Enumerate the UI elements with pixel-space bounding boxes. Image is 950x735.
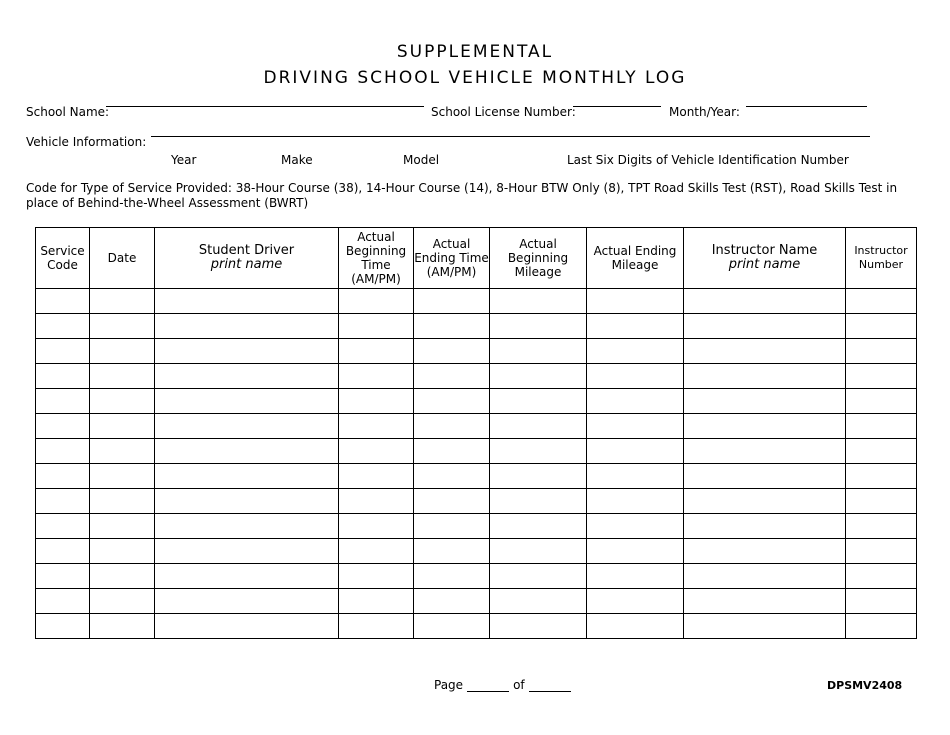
cell-student-driver[interactable] — [155, 514, 339, 539]
cell-service-code[interactable] — [36, 514, 90, 539]
school-name-label: School Name: — [26, 105, 110, 119]
cell-service-code[interactable] — [36, 614, 90, 639]
cell-student-driver[interactable] — [155, 589, 339, 614]
cell-instructor-name[interactable] — [684, 289, 846, 314]
cell-end-time[interactable] — [414, 314, 490, 339]
service-codes-legend: Code for Type of Service Provided: 38-Hour Course (38), 14-Hour Course (14), 8-Hour BTW Only (8), TPT Road Skills Test (RST), Road Skills Test in place of Behind-the-Wheel Assessment (BWRT) — [26, 181, 898, 210]
col-instructor-number-header: Instructor Number — [846, 228, 917, 289]
cell-service-code[interactable] — [36, 539, 90, 564]
cell-end-mileage[interactable] — [587, 289, 684, 314]
cell-end-time[interactable] — [414, 414, 490, 439]
cell-end-time[interactable] — [414, 464, 490, 489]
cell-service-code[interactable] — [36, 289, 90, 314]
cell-instructor-name[interactable] — [684, 314, 846, 339]
cell-student-driver[interactable] — [155, 289, 339, 314]
cell-service-code[interactable] — [36, 464, 90, 489]
cell-begin-time[interactable] — [339, 439, 414, 464]
cell-begin-mileage[interactable] — [490, 314, 587, 339]
vehicle-info-field[interactable] — [151, 136, 870, 137]
cell-begin-time[interactable] — [339, 464, 414, 489]
form-id: DPSMV2408 — [827, 679, 903, 692]
table-row — [36, 414, 917, 439]
table-row — [36, 614, 917, 639]
cell-end-time[interactable] — [414, 539, 490, 564]
cell-begin-time[interactable] — [339, 514, 414, 539]
cell-begin-mileage[interactable] — [490, 539, 587, 564]
col-begin-time-header: Actual Beginning Time (AM/PM) — [339, 228, 414, 289]
cell-student-driver[interactable] — [155, 389, 339, 414]
cell-student-driver[interactable] — [155, 414, 339, 439]
cell-date[interactable] — [90, 614, 155, 639]
cell-end-time[interactable] — [414, 364, 490, 389]
cell-instructor-number[interactable] — [846, 389, 917, 414]
cell-end-mileage[interactable] — [587, 314, 684, 339]
cell-student-driver[interactable] — [155, 339, 339, 364]
col-end-mileage-header: Actual Ending Mileage — [587, 228, 684, 289]
cell-instructor-number[interactable] — [846, 589, 917, 614]
vehicle-vin-sublabel: Last Six Digits of Vehicle Identification Number — [567, 153, 849, 167]
col-begin-mileage-header: Actual Beginning Mileage — [490, 228, 587, 289]
cell-student-driver[interactable] — [155, 614, 339, 639]
page-total-field[interactable] — [529, 679, 571, 692]
cell-instructor-name[interactable] — [684, 439, 846, 464]
cell-instructor-number[interactable] — [846, 614, 917, 639]
cell-begin-time[interactable] — [339, 589, 414, 614]
cell-end-mileage[interactable] — [587, 389, 684, 414]
col-instructor-name-header: Instructor Name print name — [684, 228, 846, 289]
table-row — [36, 514, 917, 539]
cell-begin-mileage[interactable] — [490, 339, 587, 364]
cell-end-mileage[interactable] — [587, 514, 684, 539]
vehicle-log-table — [35, 227, 917, 639]
cell-end-mileage[interactable] — [587, 564, 684, 589]
cell-instructor-number[interactable] — [846, 564, 917, 589]
cell-instructor-name[interactable] — [684, 489, 846, 514]
school-name-field[interactable] — [106, 106, 424, 107]
cell-end-mileage[interactable] — [587, 614, 684, 639]
cell-end-mileage[interactable] — [587, 589, 684, 614]
col-service-code-header: Service Code — [36, 228, 90, 289]
license-number-field[interactable] — [573, 106, 661, 107]
cell-instructor-number[interactable] — [846, 414, 917, 439]
month-year-label: Month/Year: — [669, 105, 740, 119]
cell-instructor-name[interactable] — [684, 464, 846, 489]
cell-student-driver[interactable] — [155, 364, 339, 389]
cell-begin-time[interactable] — [339, 614, 414, 639]
cell-service-code[interactable] — [36, 414, 90, 439]
table-row — [36, 389, 917, 414]
cell-end-mileage[interactable] — [587, 339, 684, 364]
cell-date[interactable] — [90, 489, 155, 514]
table-row — [36, 364, 917, 389]
cell-instructor-number[interactable] — [846, 514, 917, 539]
cell-begin-mileage[interactable] — [490, 389, 587, 414]
cell-begin-time[interactable] — [339, 564, 414, 589]
cell-instructor-number[interactable] — [846, 314, 917, 339]
cell-end-mileage[interactable] — [587, 439, 684, 464]
cell-date[interactable] — [90, 314, 155, 339]
cell-instructor-number[interactable] — [846, 464, 917, 489]
cell-date[interactable] — [90, 289, 155, 314]
cell-end-mileage[interactable] — [587, 539, 684, 564]
cell-service-code[interactable] — [36, 489, 90, 514]
cell-service-code[interactable] — [36, 339, 90, 364]
cell-instructor-number[interactable] — [846, 339, 917, 364]
cell-service-code[interactable] — [36, 389, 90, 414]
cell-instructor-name[interactable] — [684, 364, 846, 389]
cell-end-time[interactable] — [414, 514, 490, 539]
table-header-row — [36, 228, 917, 289]
cell-begin-mileage[interactable] — [490, 414, 587, 439]
of-label: of — [513, 678, 525, 692]
cell-end-time[interactable] — [414, 439, 490, 464]
cell-student-driver[interactable] — [155, 564, 339, 589]
cell-end-time[interactable] — [414, 389, 490, 414]
cell-begin-mileage[interactable] — [490, 564, 587, 589]
cell-date[interactable] — [90, 364, 155, 389]
cell-begin-time[interactable] — [339, 389, 414, 414]
cell-begin-mileage[interactable] — [490, 364, 587, 389]
cell-date[interactable] — [90, 539, 155, 564]
cell-student-driver[interactable] — [155, 464, 339, 489]
cell-begin-time[interactable] — [339, 314, 414, 339]
cell-instructor-name[interactable] — [684, 514, 846, 539]
page-number-field[interactable] — [467, 679, 509, 692]
cell-instructor-name[interactable] — [684, 389, 846, 414]
cell-end-time[interactable] — [414, 339, 490, 364]
cell-date[interactable] — [90, 389, 155, 414]
cell-begin-time[interactable] — [339, 539, 414, 564]
cell-student-driver[interactable] — [155, 539, 339, 564]
cell-student-driver[interactable] — [155, 489, 339, 514]
title-line-1: SUPPLEMENTAL — [396, 42, 554, 62]
table-row — [36, 464, 917, 489]
cell-begin-time[interactable] — [339, 414, 414, 439]
table-row — [36, 289, 917, 314]
cell-begin-mileage[interactable] — [490, 514, 587, 539]
cell-service-code[interactable] — [36, 439, 90, 464]
cell-instructor-name[interactable] — [684, 589, 846, 614]
cell-end-time[interactable] — [414, 289, 490, 314]
cell-begin-mileage[interactable] — [490, 439, 587, 464]
cell-date[interactable] — [90, 564, 155, 589]
col-date-header: Date — [90, 228, 155, 289]
cell-instructor-name[interactable] — [684, 414, 846, 439]
cell-date[interactable] — [90, 464, 155, 489]
cell-service-code[interactable] — [36, 314, 90, 339]
page-indicator — [434, 678, 575, 692]
cell-date[interactable] — [90, 414, 155, 439]
cell-instructor-number[interactable] — [846, 489, 917, 514]
col-end-time-header: Actual Ending Time (AM/PM) — [414, 228, 490, 289]
cell-date[interactable] — [90, 514, 155, 539]
cell-instructor-name[interactable] — [684, 339, 846, 364]
vehicle-model-sublabel: Model — [403, 153, 440, 167]
cell-instructor-name[interactable] — [684, 539, 846, 564]
cell-instructor-number[interactable] — [846, 439, 917, 464]
cell-service-code[interactable] — [36, 364, 90, 389]
cell-begin-mileage[interactable] — [490, 489, 587, 514]
table-row — [36, 489, 917, 514]
cell-end-mileage[interactable] — [587, 414, 684, 439]
table-row — [36, 589, 917, 614]
cell-end-mileage[interactable] — [587, 464, 684, 489]
cell-end-time[interactable] — [414, 489, 490, 514]
table-row — [36, 539, 917, 564]
cell-instructor-number[interactable] — [846, 364, 917, 389]
cell-end-time[interactable] — [414, 564, 490, 589]
table-row — [36, 564, 917, 589]
cell-date[interactable] — [90, 339, 155, 364]
cell-instructor-name[interactable] — [684, 614, 846, 639]
cell-end-time[interactable] — [414, 589, 490, 614]
col-student-driver-header: Student Driver print name — [155, 228, 339, 289]
cell-end-mileage[interactable] — [587, 489, 684, 514]
cell-begin-time[interactable] — [339, 289, 414, 314]
page-label: Page — [434, 678, 464, 692]
cell-service-code[interactable] — [36, 564, 90, 589]
cell-begin-time[interactable] — [339, 339, 414, 364]
cell-begin-mileage[interactable] — [490, 289, 587, 314]
cell-instructor-number[interactable] — [846, 539, 917, 564]
license-number-label: School License Number: — [431, 105, 576, 119]
month-year-field[interactable] — [746, 106, 867, 107]
title-line-2: DRIVING SCHOOL VEHICLE MONTHLY LOG — [263, 68, 687, 88]
vehicle-info-label: Vehicle Information: — [26, 135, 147, 149]
table-row — [36, 439, 917, 464]
cell-student-driver[interactable] — [155, 439, 339, 464]
cell-instructor-number[interactable] — [846, 289, 917, 314]
cell-end-mileage[interactable] — [587, 364, 684, 389]
cell-student-driver[interactable] — [155, 314, 339, 339]
vehicle-year-sublabel: Year — [171, 153, 197, 167]
cell-begin-time[interactable] — [339, 364, 414, 389]
table-row — [36, 339, 917, 364]
cell-begin-mileage[interactable] — [490, 614, 587, 639]
table-row — [36, 314, 917, 339]
cell-begin-time[interactable] — [339, 489, 414, 514]
cell-begin-mileage[interactable] — [490, 589, 587, 614]
cell-instructor-name[interactable] — [684, 564, 846, 589]
cell-service-code[interactable] — [36, 589, 90, 614]
vehicle-make-sublabel: Make — [281, 153, 313, 167]
cell-date[interactable] — [90, 589, 155, 614]
cell-date[interactable] — [90, 439, 155, 464]
cell-begin-mileage[interactable] — [490, 464, 587, 489]
cell-end-time[interactable] — [414, 614, 490, 639]
